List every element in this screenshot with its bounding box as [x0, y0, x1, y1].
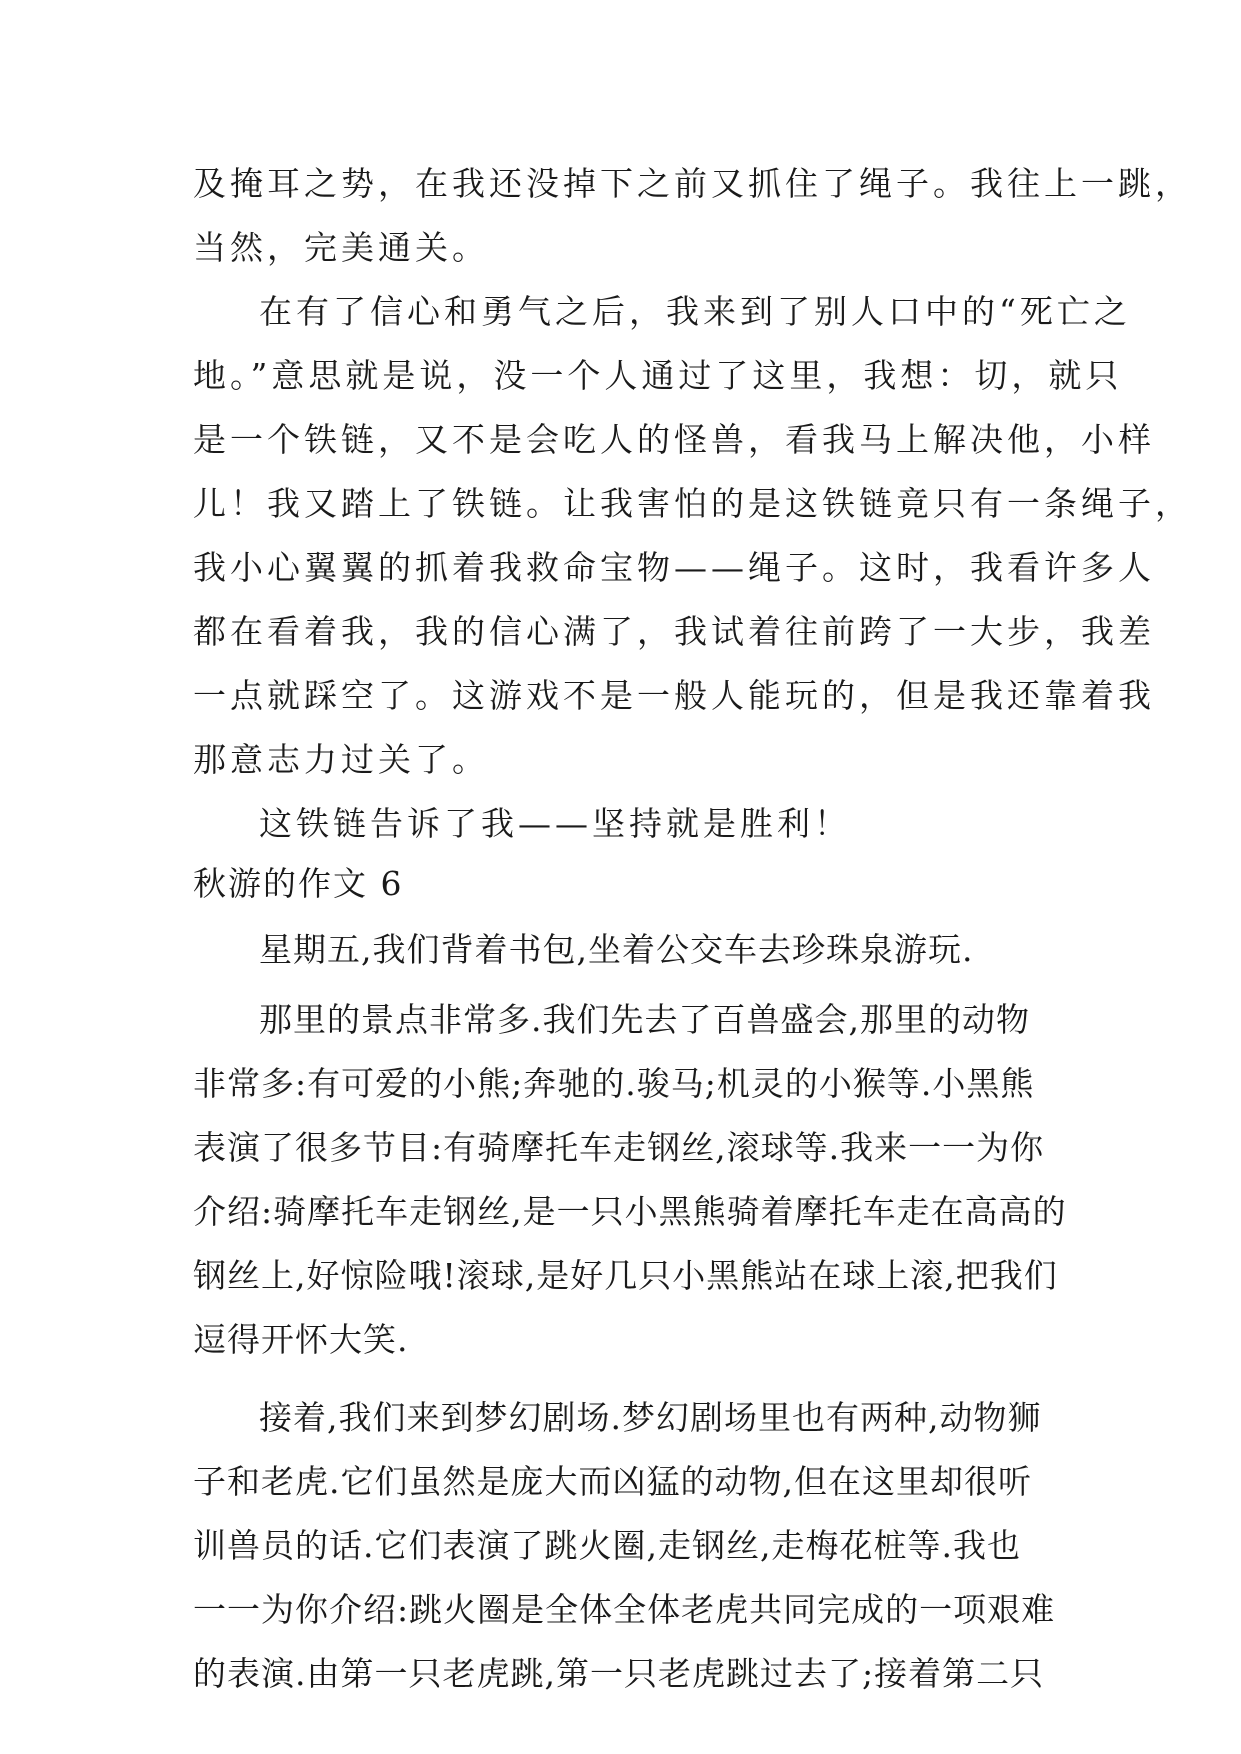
paragraph — [193, 1386, 1056, 1706]
text-line: 及掩耳之势，在我还没掉下之前又抓住了绳子。我往上一跳， — [193, 164, 1192, 203]
text-line: 训兽员的话.它们表演了跳火圈,走钢丝,走梅花桩等.我也 — [193, 1526, 1021, 1565]
section-heading: 秋游的作文 6 — [193, 864, 404, 903]
paragraph — [193, 918, 1053, 982]
paragraph — [193, 152, 1192, 280]
text-line: 表演了很多节目:有骑摩托车走钢丝,滚球等.我来一一为你 — [193, 1128, 1045, 1167]
text-line: 那意志力过关了。 — [193, 740, 489, 779]
text-line: 一点就踩空了。这游戏不是一般人能玩的，但是我还靠着我 — [193, 676, 1155, 715]
text-line: 逗得开怀大笑. — [193, 1320, 409, 1359]
text-line: 都在看着我，我的信心满了，我试着往前跨了一大步，我差 — [193, 612, 1155, 651]
document-body — [193, 152, 1192, 1706]
paragraph — [193, 792, 1053, 856]
text-line: 地。”意思就是说，没一个人通过了这里，我想：切，就只 — [193, 356, 1123, 395]
text-line: 是一个铁链，又不是会吃人的怪兽，看我马上解决他，小样 — [193, 420, 1155, 459]
text-line: 我小心翼翼的抓着我救命宝物——绳子。这时，我看许多人 — [193, 548, 1155, 587]
text-line: 子和老虎.它们虽然是庞大而凶猛的动物,但在这里却很听 — [193, 1462, 1032, 1501]
text-line: 星期五,我们背着书包,坐着公交车去珍珠泉游玩. — [259, 930, 974, 969]
text-line: 介绍:骑摩托车走钢丝,是一只小黑熊骑着摩托车走在高高的 — [193, 1192, 1067, 1231]
text-line: 的表演.由第一只老虎跳,第一只老虎跳过去了;接着第二只 — [193, 1654, 1045, 1693]
paragraph — [193, 988, 1067, 1372]
text-line: 非常多:有可爱的小熊;奔驰的.骏马;机灵的小猴等.小黑熊 — [193, 1064, 1035, 1103]
text-line: 钢丝上,好惊险哦!滚球,是好几只小黑熊站在球上滚,把我们 — [193, 1256, 1058, 1295]
text-line: 那里的景点非常多.我们先去了百兽盛会,那里的动物 — [259, 1000, 1030, 1039]
text-line: 一一为你介绍:跳火圈是全体全体老虎共同完成的一项艰难 — [193, 1590, 1056, 1629]
text-line: 这铁链告诉了我——坚持就是胜利！ — [259, 804, 851, 843]
spacer — [193, 1372, 1053, 1386]
text-line: 儿！我又踏上了铁链。让我害怕的是这铁链竟只有一条绳子， — [193, 484, 1192, 523]
paragraph — [193, 280, 1192, 792]
text-line: 接着,我们来到梦幻剧场.梦幻剧场里也有两种,动物狮 — [259, 1398, 1042, 1437]
text-line: 当然，完美通关。 — [193, 228, 489, 267]
text-line: 在有了信心和勇气之后，我来到了别人口中的“死亡之 — [259, 292, 1131, 331]
